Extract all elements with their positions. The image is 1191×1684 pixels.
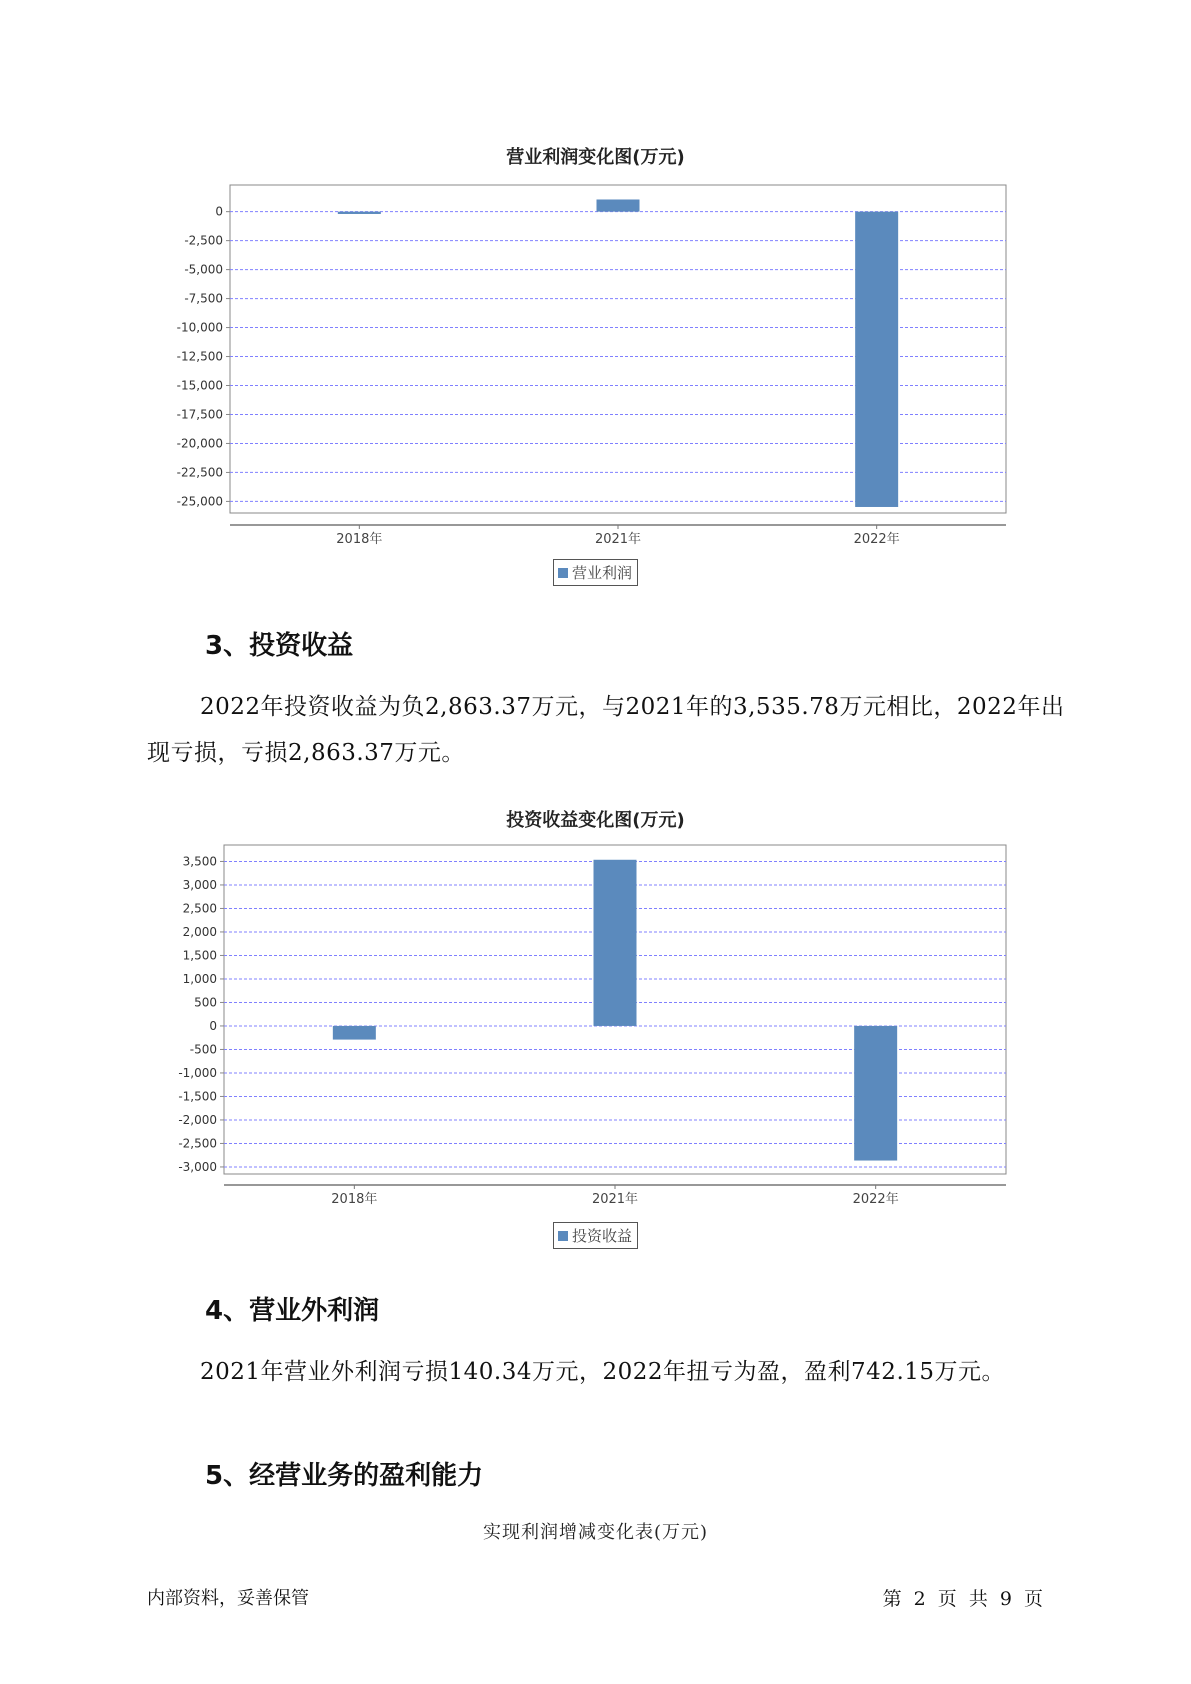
y-tick-label: 3,500 [182, 854, 217, 869]
y-tick-label: -20,000 [176, 436, 223, 451]
section4-heading: 4、营业外利润 [205, 1296, 380, 1326]
y-tick-label: -1,500 [178, 1089, 217, 1104]
page-number: 第 2 页 共 9 页 [882, 1588, 1043, 1610]
y-tick-label: -15,000 [176, 378, 223, 393]
y-tick-label: 2,000 [182, 924, 217, 939]
x-tick-label: 2022年 [852, 1192, 899, 1207]
x-tick-label: 2021年 [594, 532, 642, 547]
y-tick-label: -12,500 [176, 349, 223, 364]
y-tick-label: -2,500 [184, 233, 223, 248]
y-tick-label: 0 [209, 1018, 217, 1033]
chart2-legend [553, 1222, 638, 1249]
y-tick-label: -22,500 [176, 465, 223, 480]
chart2-legend-label: 投资收益 [572, 1227, 633, 1245]
legend-swatch [558, 1231, 568, 1241]
y-tick-label: 0 [215, 204, 223, 219]
y-tick-label: -5,000 [184, 262, 223, 277]
section3-heading: 3、投资收益 [205, 631, 354, 661]
chart1-title: 营业利润变化图(万元) [506, 147, 685, 168]
y-tick-label: -500 [189, 1042, 217, 1057]
section4-paragraph: 2021年营业外利润亏损140.34万元，2022年扭亏为盈，盈利742.15万元。 [200, 1359, 1006, 1385]
y-tick-label: 2,500 [182, 901, 217, 916]
x-tick-label: 2021年 [591, 1192, 639, 1207]
chart2-title: 投资收益变化图(万元) [506, 810, 685, 831]
y-tick-label: -10,000 [176, 320, 223, 335]
x-tick-label: 2018年 [336, 532, 383, 547]
y-tick-label: -2,500 [178, 1136, 217, 1151]
chart1-legend-label: 营业利润 [572, 564, 633, 582]
y-tick-label: -17,500 [176, 407, 223, 422]
y-tick-label: -25,000 [176, 494, 223, 509]
y-tick-label: -3,000 [178, 1159, 217, 1174]
bar [854, 1026, 897, 1161]
x-tick-label: 2022年 [853, 532, 900, 547]
y-tick-label: -1,000 [178, 1065, 217, 1080]
y-tick-label: 1,000 [182, 971, 217, 986]
section5-heading: 5、经营业务的盈利能力 [205, 1461, 484, 1491]
bar [594, 860, 637, 1026]
footer-note: 内部资料，妥善保管 [147, 1588, 309, 1609]
bar [333, 1026, 376, 1040]
y-tick-label: 1,500 [182, 948, 217, 963]
y-tick-label: 3,000 [182, 877, 217, 892]
y-tick-label: -2,000 [178, 1112, 217, 1127]
x-tick-label: 2018年 [331, 1192, 378, 1207]
table-caption: 实现利润增减变化表(万元) [482, 1522, 709, 1543]
section3-paragraph: 2022年投资收益为负2,863.37万元，与2021年的3,535.78万元相比，2022年出现亏损，亏损2,863.37万元。 [147, 694, 1065, 766]
y-tick-label: 500 [194, 995, 217, 1010]
y-tick-label: -7,500 [184, 291, 223, 306]
